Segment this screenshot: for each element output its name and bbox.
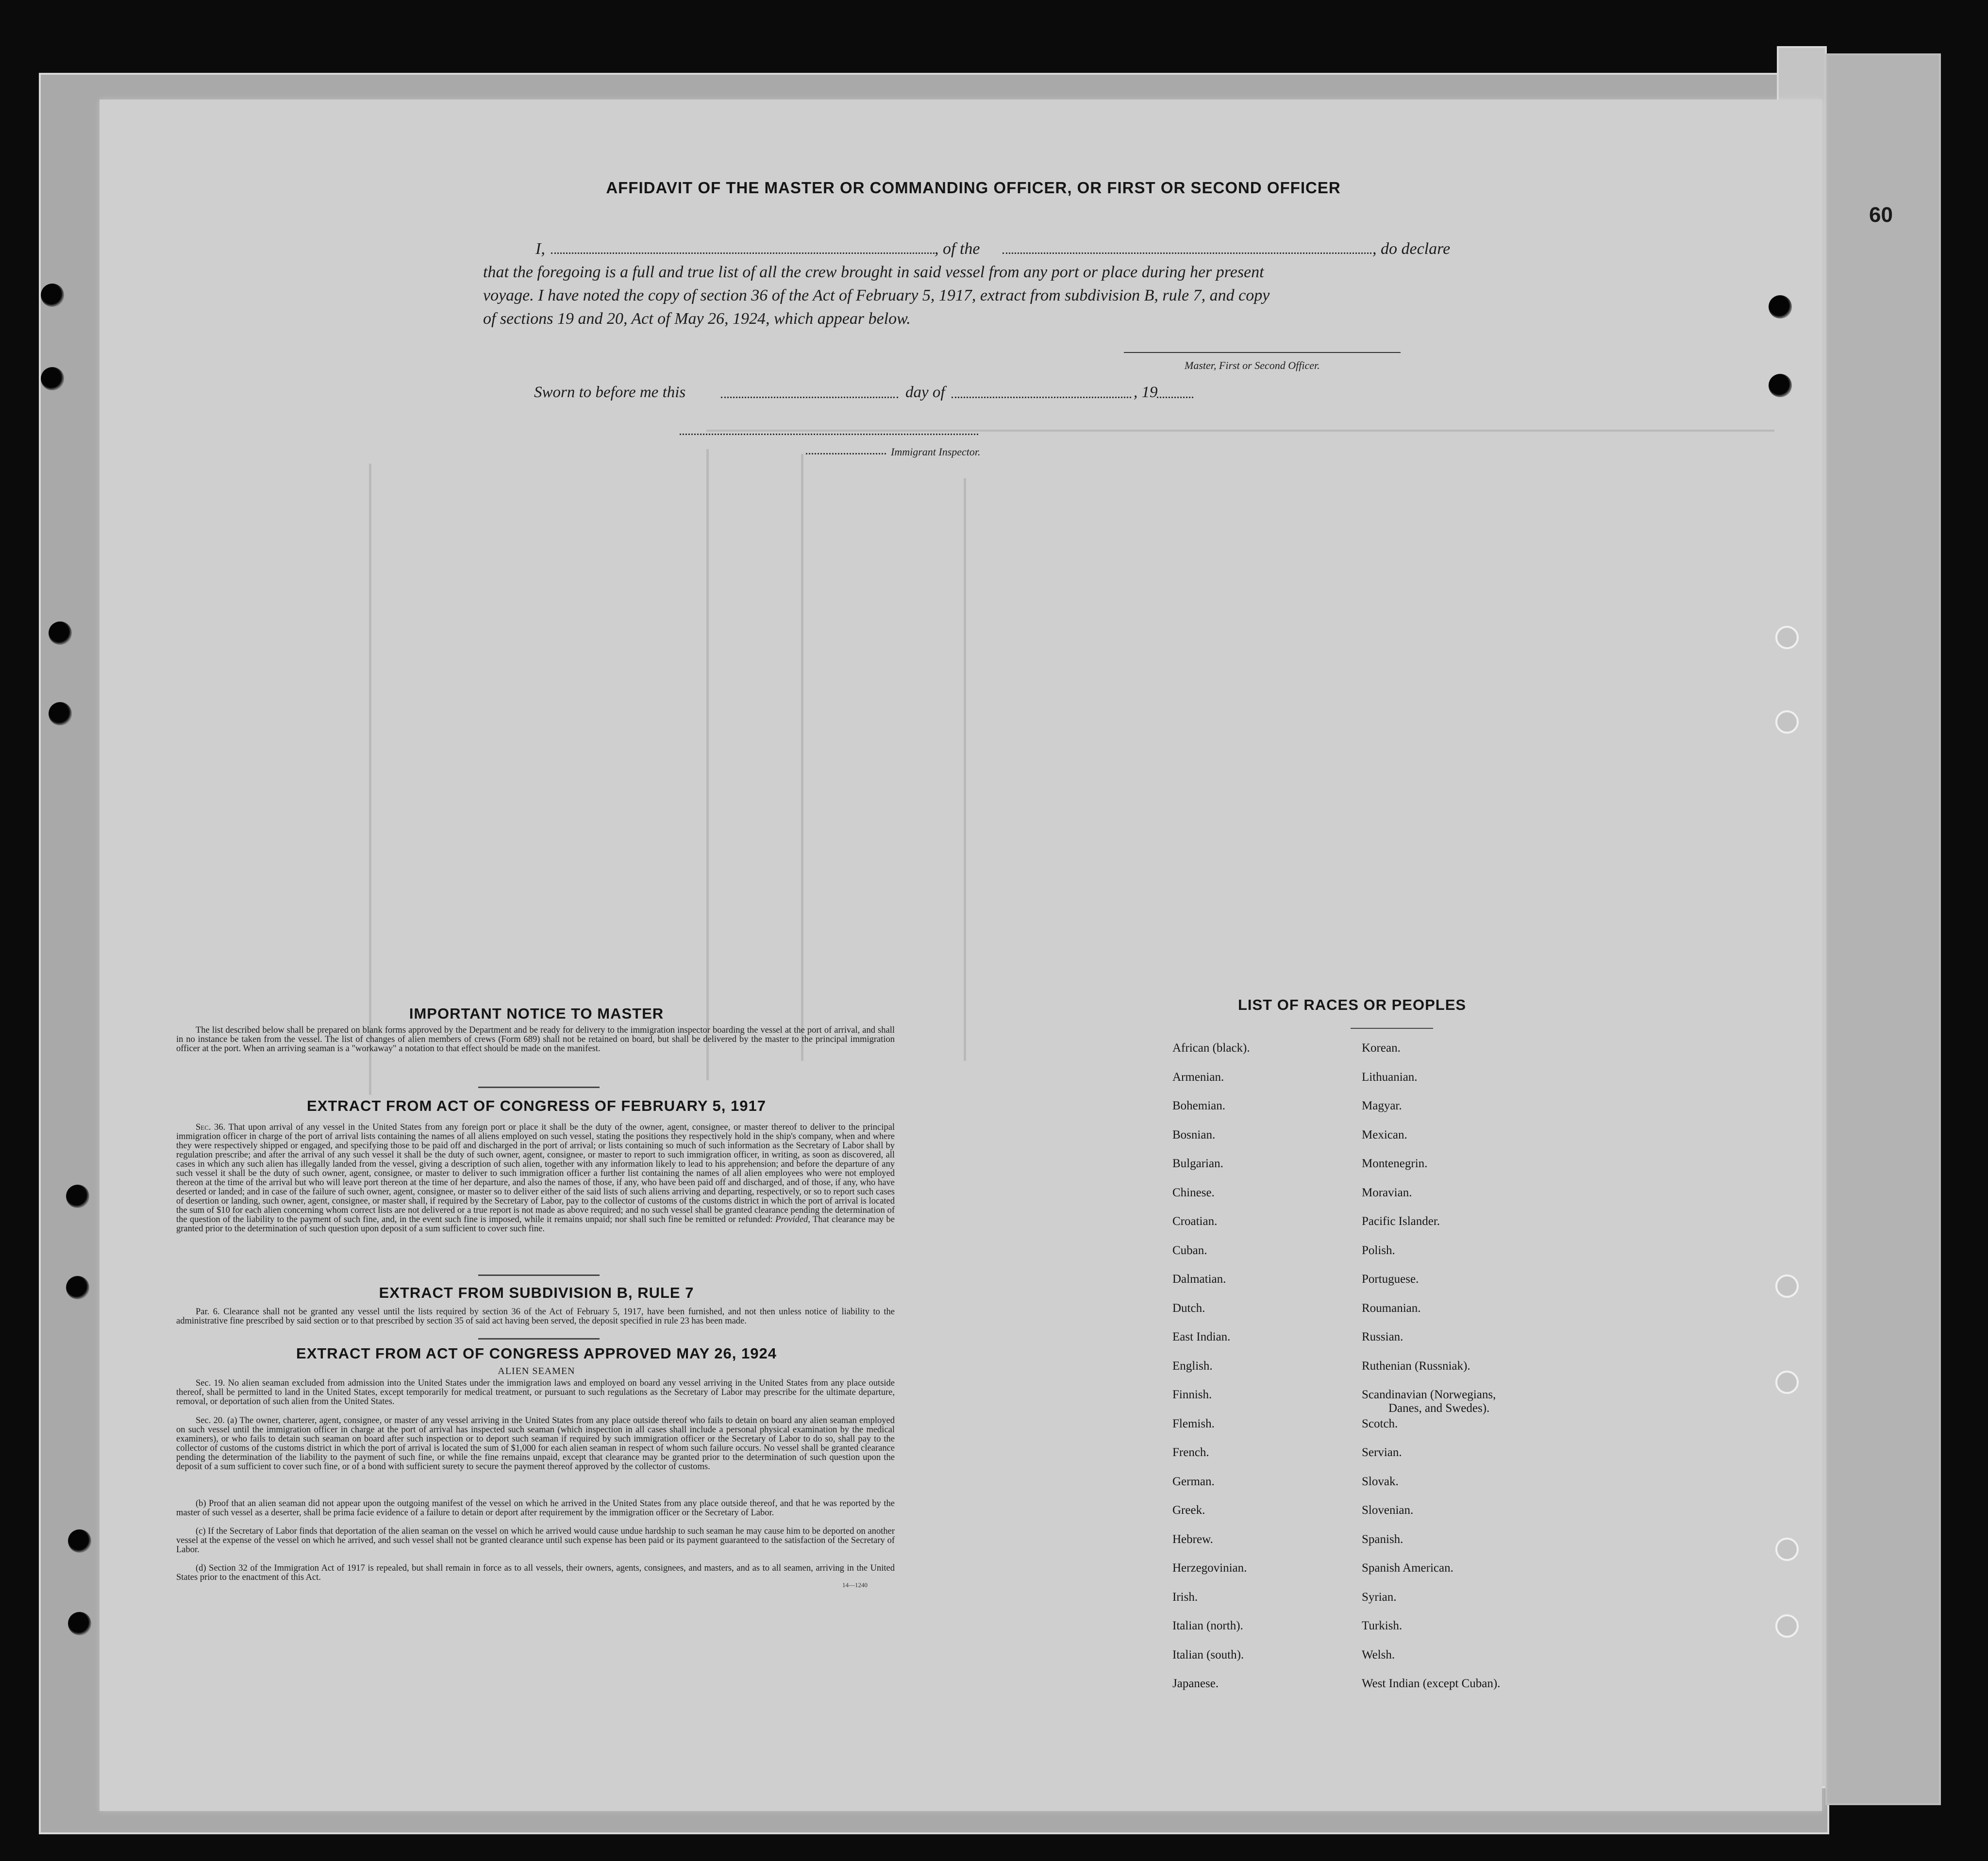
race-item: Danes, and Swedes). [1388,1402,1490,1415]
extract-1917-title: EXTRACT FROM ACT OF CONGRESS OF FEBRUARY 5, 1917 [307,1097,766,1114]
sec-36-label: Sec. 36. [196,1123,226,1132]
race-item: Croatian. [1172,1215,1218,1228]
sworn-year-blank[interactable] [1157,397,1193,398]
affidavit-line-1-end: , do declare [1372,240,1451,258]
punch-ring [1775,1538,1799,1561]
show-through-rule [706,430,1774,432]
affidavit-line-1-start: I, [535,240,545,258]
race-item: Syrian. [1362,1590,1397,1604]
sec-36-body: That upon arrival of any vessel in the United States from any foreign port or place it shall be the duty of the owner, agent, consignee, or master thereof to deliver to the principal immigration officer in charge of the port of arrival lists containing the names of all aliens employed on such vessel, stating the positions they respectively hold in the ship's company, when and where they were respectively shipped or engaged, and specifying those to be paid off and discharged in the port of arrival; or lists containing so much of such information as the Secretary of Labor shall by regulation prescribe; and after the arrival of any such vessel it shall be the duty of such owner, agent, consignee, or master to report to such immigration officer, in writing, as soon as discovered, all cases in which any such alien has illegally landed from the vessel, giving a description of such alien, together with any information likely to lead to his apprehension; and before the departure of any such vessel it shall be the duty of such owner, agent, consignee, or master to deliver to such immigration officer a further list containing the names of all alien employees who were not employed thereon at the time of the arrival but who will leave port thereon at the time of her departure, and also the names of those, if any, who have been paid off and discharged, and of those, if any, who have deserted or landed; and in case of the failure of such owner, agent, consignee, or master so to deliver either of the said lists of such aliens arriving and departing, respectively, or so to report such cases of desertion or landing, such owner, agent, consignee, or master shall, if required by the Secretary of Labor, pay to the collector of customs of the customs district in which the port of arrival is located the sum of $10 for each alien concerning whom correct lists are not delivered or a true report is not made as above required; and no such vessel shall be granted clearance pending the determination of the question of the liability to the payment of such fine, and, in the event such fine is imposed, while it remains unpaid; nor shall such fine be remitted or refunded: [176,1123,895,1224]
vessel-blank[interactable] [1002,252,1371,254]
race-item: Bohemian. [1172,1099,1226,1112]
sworn-month-blank[interactable] [952,397,1131,398]
race-item: Italian (south). [1172,1648,1244,1661]
sec-20c-text: (c) If the Secretary of Labor finds that deportation of the alien seaman on the vessel on which he arrived would cause undue hardship to such seaman he may cause him to be deported on another vessel at the expense of the vessel on which he arrived, and such vessel shall not be granted clearance until such expense has been paid or its payment guaranteed to the satisfaction of the Secretary of Labor. [176,1526,895,1555]
show-through-column [964,478,966,1061]
affidavit-line-3: voyage. I have noted the copy of section 36 of the Act of February 5, 1917, extract from subdivision B, rule 7, and copy [483,286,1270,304]
race-item: Welsh. [1362,1648,1395,1661]
race-item: Slovenian. [1362,1504,1414,1517]
race-item: Chinese. [1172,1186,1215,1199]
affidavit-line-2: that the foregoing is a full and true list of all the crew brought in said vessel from any port or place during her present [483,263,1264,281]
race-item: Bulgarian. [1172,1157,1223,1170]
sec-19-text: Sec. 19. No alien seaman excluded from admission into the United States under the immigration laws and employed on board any vessel arriving in the United States from any place outside thereof, shall be permitted to land in the United States, except temporarily for medical treatment, or pursuant to such regulations as the Secretary of Labor may prescribe for the ultimate departure, removal, or deportation of such alien from the United States. [176,1378,895,1407]
race-item: Herzegovinian. [1172,1561,1247,1575]
race-item: Bosnian. [1172,1128,1216,1141]
affidavit-title: AFFIDAVIT OF THE MASTER OR COMMANDING OFFICER, OR FIRST OR SECOND OFFICER [606,179,1341,197]
sec-20b-text: (b) Proof that an alien seaman did not appear upon the outgoing manifest of the vessel on which he arrived in the United States from any place outside thereof, and that he was reported by the master of such vessel as a deserter, shall be prima facie evidence of a failure to detain or deport after requirement by the immigration officer or the Secretary of Labor. [176,1499,895,1518]
race-item: Turkish. [1362,1619,1403,1632]
race-item: Italian (north). [1172,1619,1243,1632]
punch-hole [49,621,72,645]
race-item: English. [1172,1359,1213,1373]
sworn-year-label: , 19 [1134,384,1158,401]
punch-ring [1775,1371,1799,1394]
extract-1917-text [176,1123,895,1234]
race-item: German. [1172,1475,1215,1488]
sworn-day-label: day of [905,384,945,401]
races-divider [1351,1028,1433,1029]
race-item: Lithuanian. [1362,1070,1418,1084]
extract-rule7-title: EXTRACT FROM SUBDIVISION B, RULE 7 [379,1284,694,1301]
race-item: Hebrew. [1172,1532,1213,1546]
punch-ring [1775,626,1799,649]
divider [478,1274,600,1276]
punch-hole [68,1529,91,1553]
divider [478,1338,600,1340]
inspector-signature-line[interactable] [680,434,978,435]
notice-text: The list described below shall be prepared on blank forms approved by the Department and be ready for delivery to the immigration inspector boarding the vessel at the port of arrival, and shall in no instance be taken from the vessel. The list of changes of alien members of crews (Form 689) shall not be retained on board, but shall be delivered by the master to the principal immigration officer at the port. When an arriving seaman is a "workaway" a notation to that effect should be made on the manifest. [176,1025,895,1054]
sec-20d-text: (d) Section 32 of the Immigration Act of 1917 is repealed, but shall remain in force as to all vessels, their owners, agents, consignees, and masters, and as to all seamen, arriving in the United States prior to the enactment of this Act. [176,1563,895,1582]
race-item: Slovak. [1362,1475,1399,1488]
race-item: Korean. [1362,1041,1401,1055]
race-item: West Indian (except Cuban). [1362,1677,1501,1690]
punch-hole [41,367,64,390]
sworn-day-blank[interactable] [721,397,898,398]
race-item: Cuban. [1172,1243,1207,1257]
races-right-column [1362,1041,1702,1690]
provided-term: Provided, [775,1215,810,1224]
alien-seamen-subtitle: ALIEN SEAMEN [498,1366,575,1376]
race-item: Spanish. [1362,1532,1403,1546]
race-item: Irish. [1172,1590,1198,1604]
punch-hole [1769,374,1792,397]
punch-ring [1775,710,1799,734]
race-item: Finnish. [1172,1388,1212,1401]
race-item: Scotch. [1362,1417,1398,1430]
signature-line[interactable] [1124,352,1401,353]
name-blank[interactable] [551,252,935,254]
race-item: Flemish. [1172,1417,1215,1430]
divider [478,1087,600,1088]
punch-hole [68,1612,91,1635]
race-item: Servian. [1362,1446,1402,1459]
background-sheet-3 [1825,53,1941,1805]
race-item: Mexican. [1362,1128,1407,1141]
race-item: Armenian. [1172,1070,1224,1084]
affidavit-line-4: of sections 19 and 20, Act of May 26, 1924, which appear below. [483,310,911,328]
document-page [100,100,1822,1811]
affidavit-line-1-mid: , of the [935,240,980,258]
race-item: Japanese. [1172,1677,1219,1690]
race-item: Russian. [1362,1330,1403,1343]
page-number: 60 [1869,203,1893,227]
show-through-column [706,449,709,1080]
punch-hole [66,1185,89,1208]
form-code: 14—1240 [842,1581,868,1589]
punch-hole [66,1276,89,1299]
punch-ring [1775,1274,1799,1298]
race-item: Portuguese. [1362,1273,1419,1286]
race-item: Ruthenian (Russniak). [1362,1359,1470,1373]
signature-label: Master, First or Second Officer. [1185,359,1320,371]
extract-1924-title: EXTRACT FROM ACT OF CONGRESS APPROVED MAY 26, 1924 [296,1345,777,1362]
punch-hole [49,702,72,725]
race-item: Dalmatian. [1172,1273,1226,1286]
punch-ring [1775,1614,1799,1638]
sworn-text: Sworn to before me this [534,384,686,401]
sec-36-end: That clearance may be granted prior to the determination of such question upon deposit of a sum sufficient to cover such fine. [176,1215,895,1234]
race-item: Spanish American. [1362,1561,1453,1575]
punch-hole [41,284,64,307]
race-item: Polish. [1362,1243,1395,1257]
race-item: French. [1172,1446,1209,1459]
notice-title: IMPORTANT NOTICE TO MASTER [409,1005,664,1022]
race-item: Pacific Islander. [1362,1215,1440,1228]
race-item: Scandinavian (Norwegians, [1362,1388,1496,1401]
show-through-column [801,454,803,1061]
sec-20a-text: Sec. 20. (a) The owner, charterer, agent, consignee, or master of any vessel arriving in the United States from any place outside thereof who fails to detain on board any alien seaman employed on such vessel until the immigration officer in charge at the port of arrival has inspected such seaman (which inspection in all cases shall include a personal physical examination by the medical examiners), or who fails to detain such seaman on board after such inspection or to deport such seaman if required by such immigration officer or the Secretary of Labor to do so, shall pay to the collector of customs of the customs district in which the port of arrival is located the sum of $1,000 for each alien seaman in respect of whom such failure occurs. No vessel shall be granted clearance pending the determination of the liability to the payment of such fine, or while the fine remains unpaid, except that clearance may be granted prior to the determination of such question upon the deposit of a sum sufficient to cover such fine, or of a bond with sufficient surety to secure the payment thereof approved by the collector of customs. [176,1416,895,1472]
inspector-label: Immigrant Inspector. [891,446,981,458]
race-item: Dutch. [1172,1301,1205,1315]
race-item: Roumanian. [1362,1301,1421,1315]
race-item: Montenegrin. [1362,1157,1428,1170]
inspector-signature-line-2[interactable] [806,453,886,454]
show-through-column [369,464,371,1095]
races-title: LIST OF RACES OR PEOPLES [1237,996,1467,1013]
race-item: Moravian. [1362,1186,1412,1199]
race-item: African (black). [1172,1041,1250,1055]
extract-rule7-text: Par. 6. Clearance shall not be granted any vessel until the lists required by section 36 of the Act of February 5, 1917, have been furnished, and not then unless notice of liability to the administrative fine prescribed by said section or to that prescribed by section 35 of said act having been served, the deposit specified in rule 23 has been made. [176,1307,895,1326]
race-item: East Indian. [1172,1330,1231,1343]
race-item: Magyar. [1362,1099,1402,1112]
punch-hole [1769,295,1792,319]
race-item: Greek. [1172,1504,1205,1517]
